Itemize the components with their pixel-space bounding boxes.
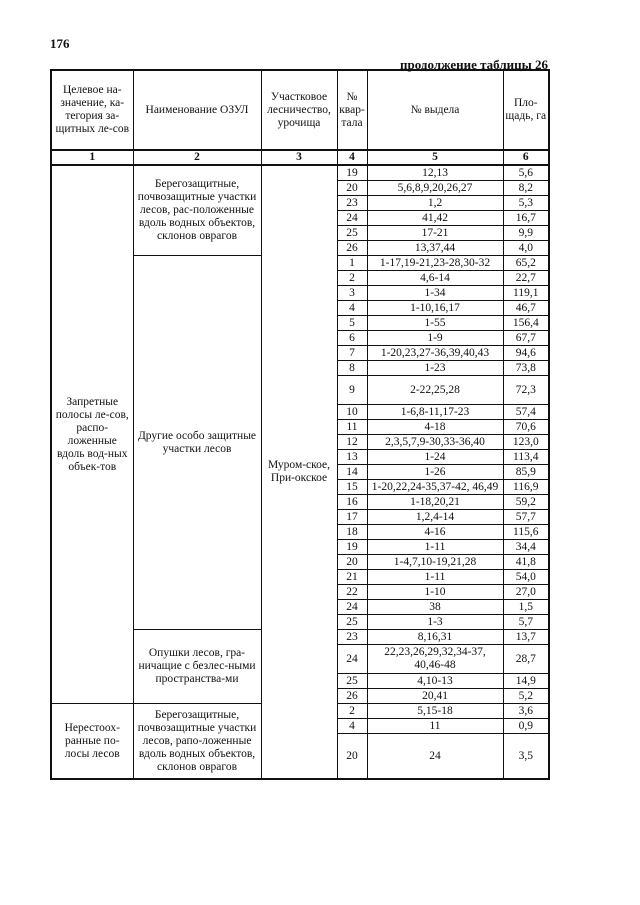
area-cell: 94,6 [503,346,549,361]
category-nerestoohrannye: Нерестоох-ранные по-лосы лесов [51,704,133,780]
area-cell: 85,9 [503,465,549,480]
quarter-cell: 24 [337,600,367,615]
quarter-cell: 17 [337,510,367,525]
area-cell: 14,9 [503,674,549,689]
area-cell: 46,7 [503,301,549,316]
section-cell: 1-17,19-21,23-28,30-32 [367,256,503,271]
area-cell: 5,7 [503,615,549,630]
area-cell: 113,4 [503,450,549,465]
section-cell: 1-3 [367,615,503,630]
area-cell: 70,6 [503,420,549,435]
quarter-cell: 11 [337,420,367,435]
table-caption: продолжение таблицы 26 [400,57,548,72]
quarter-cell: 24 [337,645,367,674]
quarter-cell: 25 [337,615,367,630]
area-cell: 5,2 [503,689,549,704]
area-cell: 34,4 [503,540,549,555]
table-row [51,165,549,181]
quarter-cell: 23 [337,196,367,211]
area-cell: 1,5 [503,600,549,615]
quarter-cell: 6 [337,331,367,346]
quarter-cell: 23 [337,630,367,645]
quarter-cell: 25 [337,674,367,689]
section-cell: 4,10-13 [367,674,503,689]
quarter-cell: 7 [337,346,367,361]
area-cell: 116,9 [503,480,549,495]
section-cell: 1,2 [367,196,503,211]
section-cell: 22,23,26,29,32,34-37, 40,46-48 [367,645,503,674]
area-cell: 65,2 [503,256,549,271]
section-cell: 1-26 [367,465,503,480]
section-cell: 1-24 [367,450,503,465]
section-cell: 4-18 [367,420,503,435]
area-cell: 22,7 [503,271,549,286]
ozul-beregozashchitnye: Берегозащитные, почвозащитные участки лесов, рас-положенные вдоль водных объектов, склонов оврагов [133,165,261,256]
quarter-cell: 16 [337,495,367,510]
header-section: № выдела [367,70,503,150]
ozul-beregozashchitnye-2: Берегозащитные, почвозащитные участки лесов, рапо-ложенные вдоль водных объектов, склонов оврагов [133,704,261,780]
section-cell: 13,37,44 [367,241,503,256]
section-cell: 1-10,16,17 [367,301,503,316]
area-cell: 9,9 [503,226,549,241]
section-cell: 8,16,31 [367,630,503,645]
section-cell: 38 [367,600,503,615]
quarter-cell: 18 [337,525,367,540]
quarter-cell: 26 [337,689,367,704]
area-cell: 67,7 [503,331,549,346]
quarter-cell: 25 [337,226,367,241]
section-cell: 1-34 [367,286,503,301]
page-number: 176 [50,36,70,51]
area-cell: 5,6 [503,165,549,181]
quarter-cell: 19 [337,540,367,555]
section-cell: 12,13 [367,165,503,181]
section-cell: 1-20,22,24-35,37-42, 46,49 [367,480,503,495]
header-purpose: Целевое на-значение, ка-тегория за-щитных ле-сов [51,70,133,150]
area-cell: 0,9 [503,719,549,734]
section-cell: 11 [367,719,503,734]
section-cell: 4-16 [367,525,503,540]
area-cell: 4,0 [503,241,549,256]
quarter-cell: 19 [337,165,367,181]
column-number: 2 [133,150,261,165]
quarter-cell: 22 [337,585,367,600]
area-cell: 28,7 [503,645,549,674]
header-forestry: Участковое лесничество, урочища [261,70,337,150]
section-cell: 1-20,23,27-36,39,40,43 [367,346,503,361]
area-cell: 57,7 [503,510,549,525]
ozul-drugie: Другие особо защитные участки лесов [133,256,261,630]
area-cell: 119,1 [503,286,549,301]
header-quarter: № квар-тала [337,70,367,150]
quarter-cell: 10 [337,405,367,420]
section-cell: 2,3,5,7,9-30,33-36,40 [367,435,503,450]
quarter-cell: 20 [337,734,367,780]
area-cell: 156,4 [503,316,549,331]
ozul-opushki: Опушки лесов, гра-ничащие с безлес-ными пространства-ми [133,630,261,704]
section-cell: 1-6,8-11,17-23 [367,405,503,420]
quarter-cell: 4 [337,719,367,734]
column-number: 3 [261,150,337,165]
header-row [51,70,549,150]
section-cell: 1,2,4-14 [367,510,503,525]
quarter-cell: 12 [337,435,367,450]
column-number: 4 [337,150,367,165]
quarter-cell: 13 [337,450,367,465]
data-table [50,69,550,780]
quarter-cell: 9 [337,376,367,405]
area-cell: 3,5 [503,734,549,780]
section-cell: 5,15-18 [367,704,503,719]
area-cell: 8,2 [503,181,549,196]
section-cell: 4,6-14 [367,271,503,286]
area-cell: 5,3 [503,196,549,211]
section-cell: 1-23 [367,361,503,376]
forestry-murom-priok: Муром-ское, При-окское [261,165,337,779]
quarter-cell: 21 [337,570,367,585]
area-cell: 13,7 [503,630,549,645]
quarter-cell: 24 [337,211,367,226]
column-number-row [51,150,549,165]
quarter-cell: 26 [337,241,367,256]
section-cell: 2-22,25,28 [367,376,503,405]
area-cell: 41,8 [503,555,549,570]
area-cell: 16,7 [503,211,549,226]
area-cell: 27,0 [503,585,549,600]
column-number: 1 [51,150,133,165]
quarter-cell: 1 [337,256,367,271]
category-zapretnye: Запретные полосы ле-сов, распо-ложенные вдоль вод-ных объек-тов [51,165,133,704]
quarter-cell: 20 [337,181,367,196]
quarter-cell: 4 [337,301,367,316]
area-cell: 115,6 [503,525,549,540]
quarter-cell: 14 [337,465,367,480]
section-cell: 41,42 [367,211,503,226]
section-cell: 5,6,8,9,20,26,27 [367,181,503,196]
area-cell: 123,0 [503,435,549,450]
section-cell: 1-11 [367,540,503,555]
header-ozul-name: Наименование ОЗУЛ [133,70,261,150]
column-number: 5 [367,150,503,165]
header-area: Пло-щадь, га [503,70,549,150]
section-cell: 24 [367,734,503,780]
section-cell: 1-11 [367,570,503,585]
section-cell: 1-18,20,21 [367,495,503,510]
column-number: 6 [503,150,549,165]
section-cell: 17-21 [367,226,503,241]
quarter-cell: 20 [337,555,367,570]
quarter-cell: 15 [337,480,367,495]
section-cell: 1-4,7,10-19,21,28 [367,555,503,570]
quarter-cell: 8 [337,361,367,376]
area-cell: 59,2 [503,495,549,510]
quarter-cell: 2 [337,271,367,286]
area-cell: 3,6 [503,704,549,719]
area-cell: 54,0 [503,570,549,585]
quarter-cell: 3 [337,286,367,301]
quarter-cell: 5 [337,316,367,331]
quarter-cell: 2 [337,704,367,719]
area-cell: 73,8 [503,361,549,376]
area-cell: 57,4 [503,405,549,420]
area-cell: 72,3 [503,376,549,405]
section-cell: 1-9 [367,331,503,346]
section-cell: 1-10 [367,585,503,600]
section-cell: 20,41 [367,689,503,704]
section-cell: 1-55 [367,316,503,331]
